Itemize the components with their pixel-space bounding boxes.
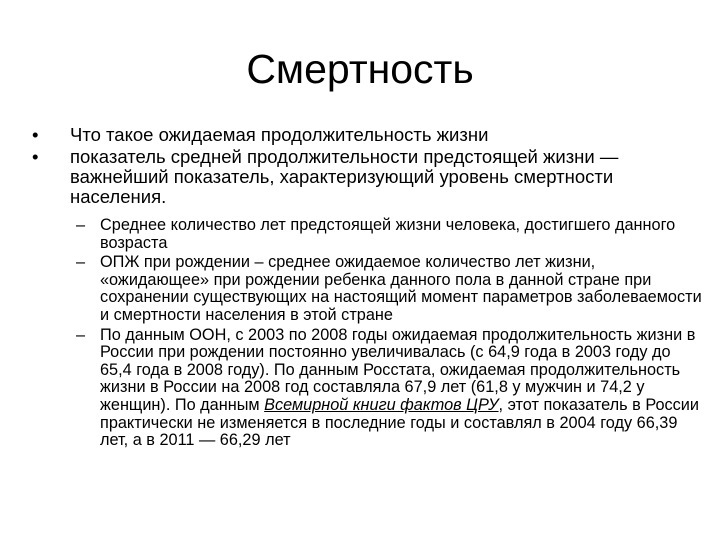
sub-bullet-item — [70, 217, 702, 252]
sub-bullet-text-after: , этот показатель в России практически не изменяется в последние годы и составлял в 2004 году 66,39 лет, а в 2011 — 66,29 лет — [100, 395, 700, 450]
dash-marker: – — [76, 216, 86, 234]
bullet-marker: • — [32, 124, 39, 145]
sub-bullet-item — [70, 254, 702, 324]
bullet-text: Что такое ожидаемая продолжительность жизни — [70, 124, 489, 145]
sub-bullet-text: ОПЖ при рождении – среднее ожидаемое количество лет жизни, «ожидающее» при рождении ребенка данного пола в данной стране при сохранении существующих на настоящий момент параметров заболеваемости и смертности населения в этой стране — [100, 253, 702, 324]
slide-title: Смертность — [246, 46, 474, 92]
sub-bullet-text-before: По данным ООН, с 2003 по 2008 годы ожидаемая продолжительность жизни в России при рождении постоянно увеличивалась (с 64,9 года в 2003 году до 65,4 года в 2008 году). По данным Росстата, ожидаемая продолжительность жизни в России на 2008 год составляла 67,9 лет (61,8 у мужчин и 74,2 у женщин). По данным — [100, 325, 696, 414]
spacer — [32, 209, 702, 215]
dash-marker: – — [76, 325, 86, 344]
bullet-item — [32, 125, 702, 145]
bullet-item — [32, 147, 702, 207]
bullet-marker: • — [32, 146, 39, 167]
dash-marker: – — [76, 253, 86, 272]
slide-body — [32, 125, 702, 450]
cia-factbook-link[interactable]: Всемирной книги фактов ЦРУ — [264, 395, 499, 414]
bullet-text: показатель средней продолжительности предстоящей жизни — важнейший показатель, характеризующий уровень смертности населения. — [70, 146, 619, 207]
sub-bullet-item — [70, 327, 702, 450]
sub-bullet-text: Среднее количество лет предстоящей жизни человека, достигшего данного возраста — [100, 216, 676, 252]
